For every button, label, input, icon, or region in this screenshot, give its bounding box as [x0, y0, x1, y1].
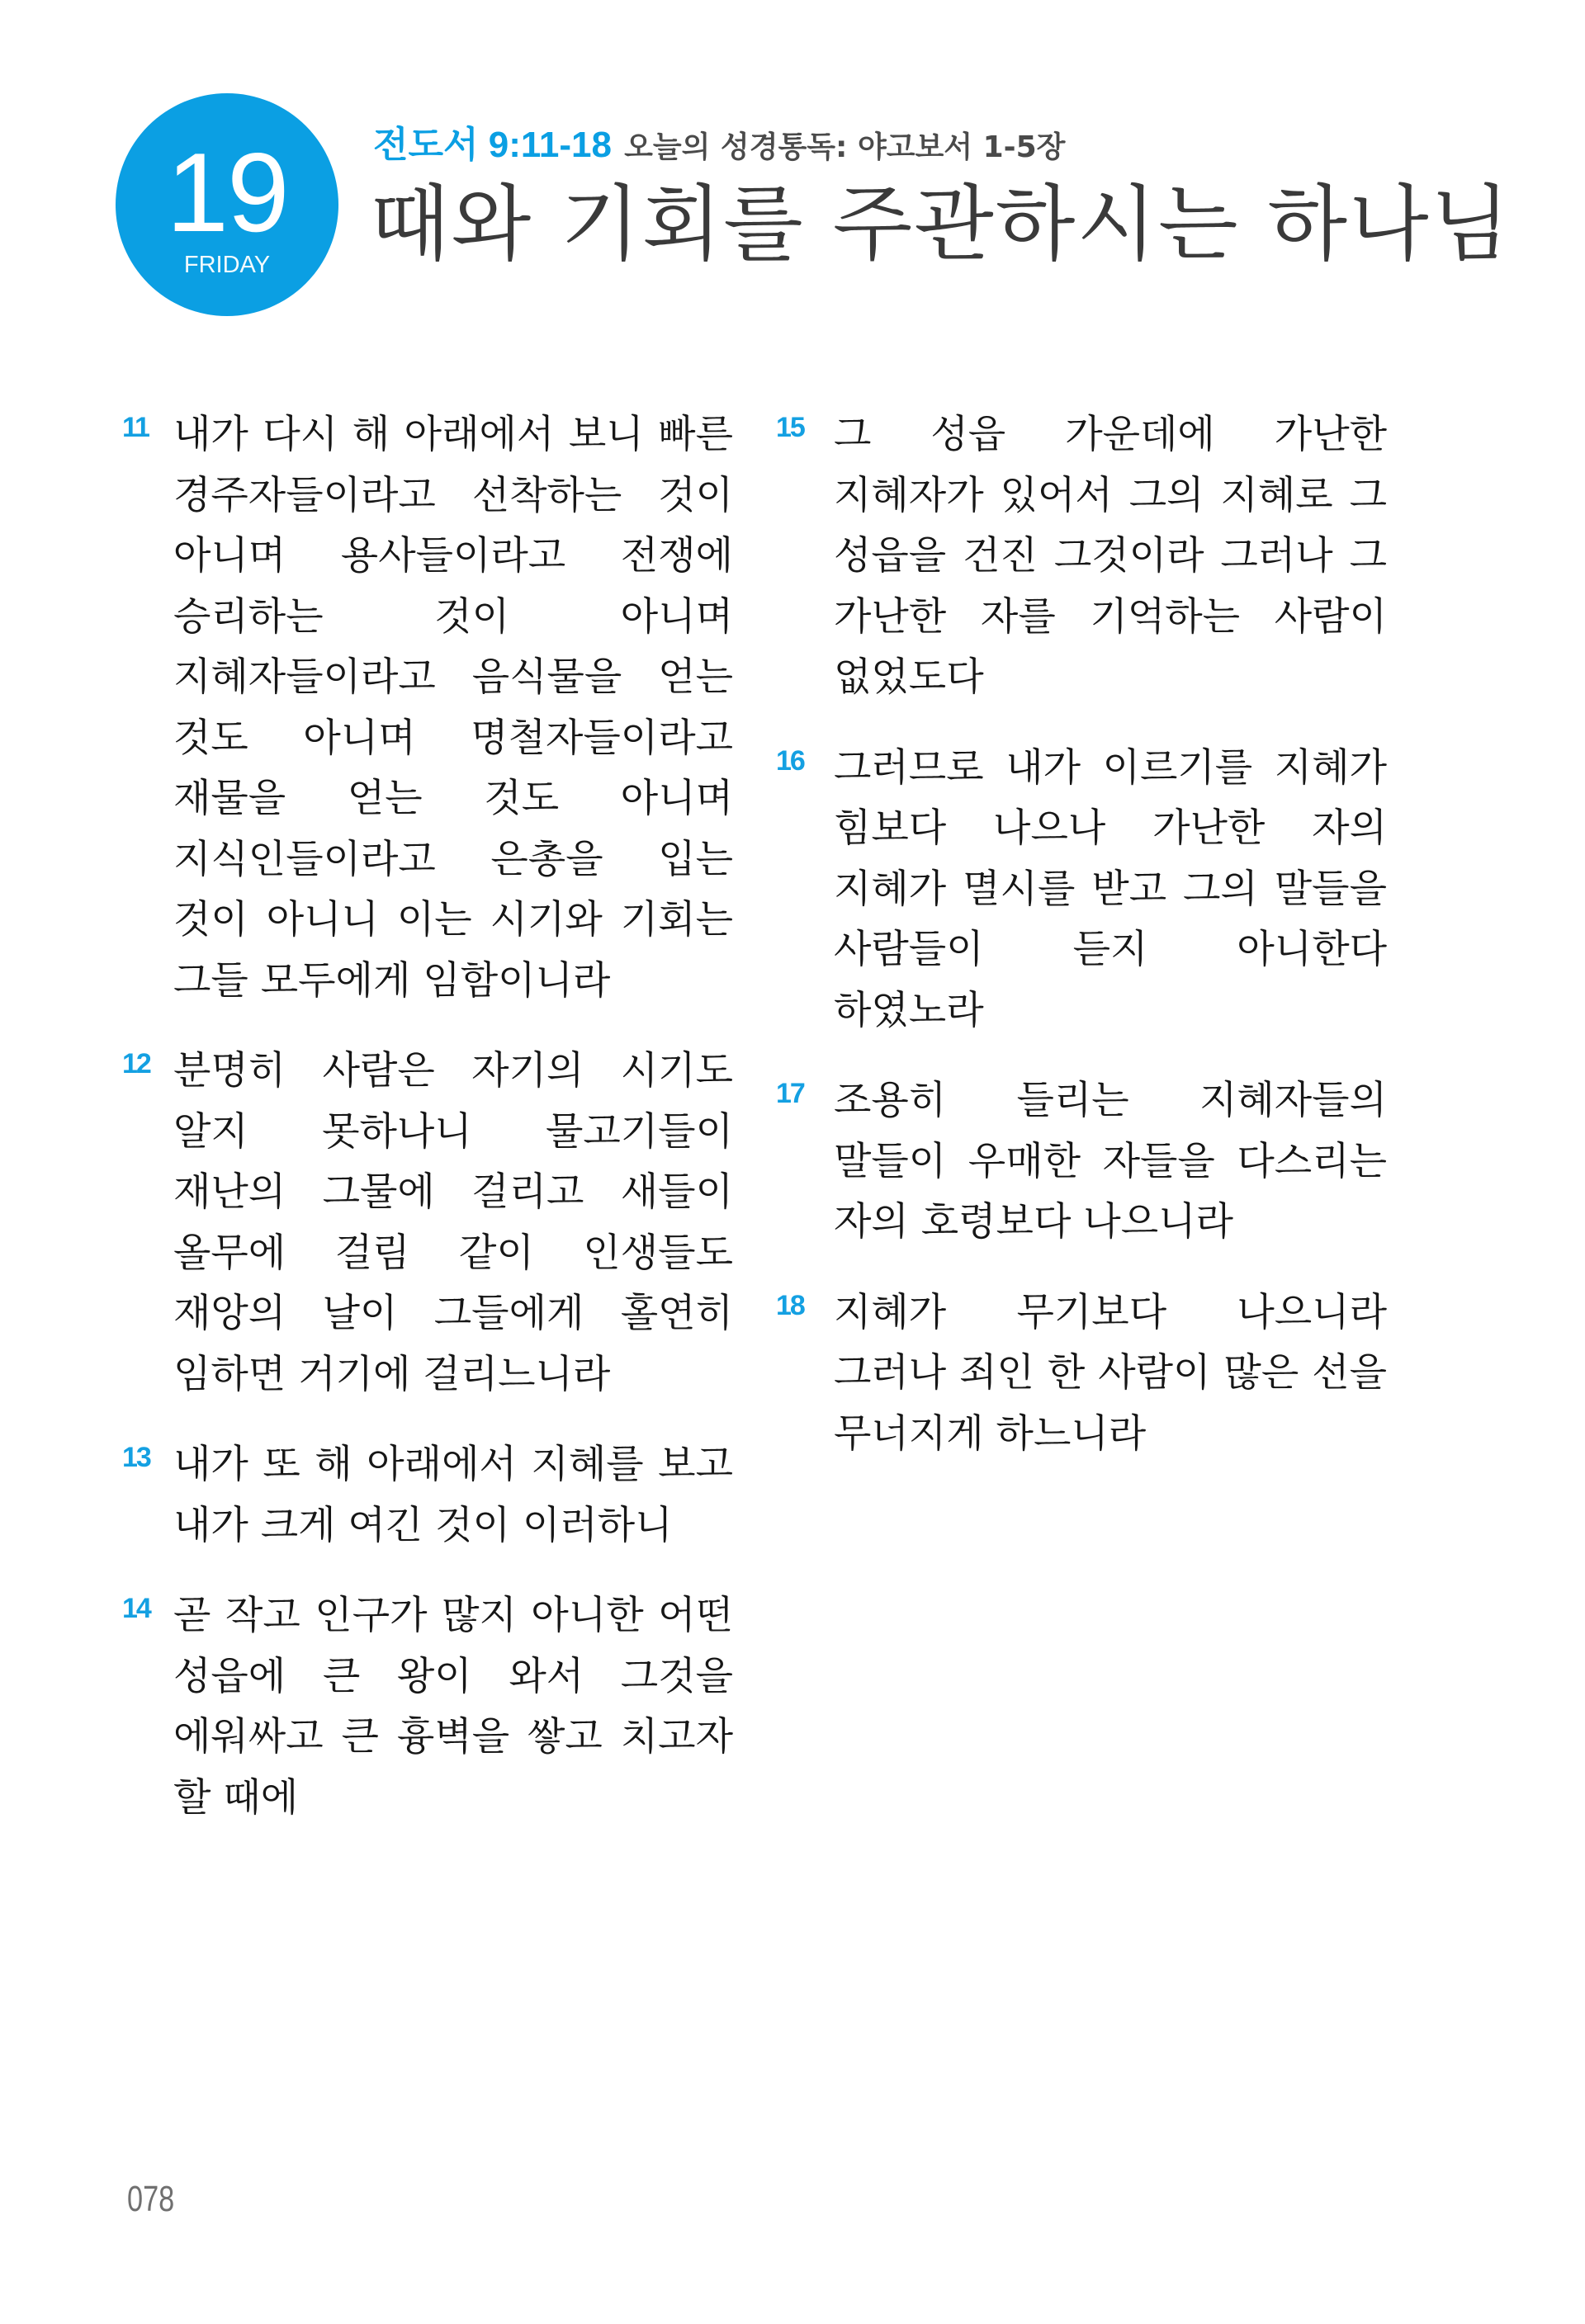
day-number: 19 — [166, 130, 288, 255]
verse-text: 분명히 사람은 자기의 시기도 알지 못하나니 물고기들이 재난의 그물에 걸리고 새들이 올무에 걸림 같이 인생들도 재앙의 날이 그들에게 홀연히 임하면 거기에 걸리느니라 — [173, 1048, 733, 1397]
verse-text: 조용히 들리는 지혜자들의 말들이 우매한 자들을 다스리는 자의 호령보다 나으니라 — [834, 1078, 1387, 1245]
verse-18 — [776, 1282, 1387, 1465]
verse-number: 11 — [122, 412, 149, 443]
daily-reading: 오늘의 성경통독: 야고보서 1-5장 — [624, 130, 1066, 164]
header-subtitle — [373, 122, 1065, 176]
verse-number: 17 — [776, 1078, 804, 1109]
page-number: 078 — [127, 2179, 175, 2219]
verse-text: 그러므로 내가 이르기를 지혜가 힘보다 나으나 가난한 자의 지혜가 멸시를 받고 그의 말들을 사람들이 듣지 아니한다 하였노라 — [834, 744, 1387, 1033]
verse-number: 14 — [122, 1593, 150, 1624]
page-title: 때와 기회를 주관하시는 하나님 — [370, 176, 1512, 272]
verse-12 — [122, 1041, 733, 1405]
verse-number: 18 — [776, 1289, 804, 1321]
verse-number: 13 — [122, 1442, 150, 1473]
scripture-passage: 전도서 9:11-18 — [373, 125, 612, 165]
verse-number: 12 — [122, 1048, 150, 1079]
verse-text: 곧 작고 인구가 많지 아니한 어떤 성읍에 큰 왕이 와서 그것을 에워싸고 큰 흉벽을 쌓고 치고자 할 때에 — [173, 1593, 733, 1821]
verse-11 — [122, 404, 733, 1011]
verse-15 — [776, 404, 1387, 708]
left-column — [122, 404, 733, 1858]
date-badge — [116, 93, 338, 316]
verse-number: 15 — [776, 412, 804, 443]
verse-14 — [122, 1585, 733, 1828]
verse-number: 16 — [776, 744, 804, 777]
right-column — [776, 404, 1387, 1494]
verse-17 — [776, 1070, 1387, 1253]
verse-16 — [776, 738, 1387, 1042]
verse-text: 지혜가 무기보다 나으니라 그러나 죄인 한 사람이 많은 선을 무너지게 하느니라 — [834, 1289, 1387, 1457]
verse-text: 내가 또 해 아래에서 지혜를 보고 내가 크게 여긴 것이 이러하니 — [173, 1442, 733, 1548]
weekday-label: FRIDAY — [183, 252, 271, 278]
verse-text: 내가 다시 해 아래에서 보니 빠른 경주자들이라고 선착하는 것이 아니며 용사들이라고 전쟁에 승리하는 것이 아니며 지혜자들이라고 음식물을 얻는 것도 아니며 명철자들이라고 재물을 얻는 것도 아니며 지식인들이라고 은총을 입는 것이 아니니 이는 시기와 기회는 그들 모두에게 임함이니라 — [173, 412, 733, 1004]
verse-text: 그 성읍 가운데에 가난한 지혜자가 있어서 그의 지혜로 그 성읍을 건진 그것이라 그러나 그 가난한 자를 기억하는 사람이 없었도다 — [834, 412, 1387, 700]
verse-13 — [122, 1434, 733, 1556]
